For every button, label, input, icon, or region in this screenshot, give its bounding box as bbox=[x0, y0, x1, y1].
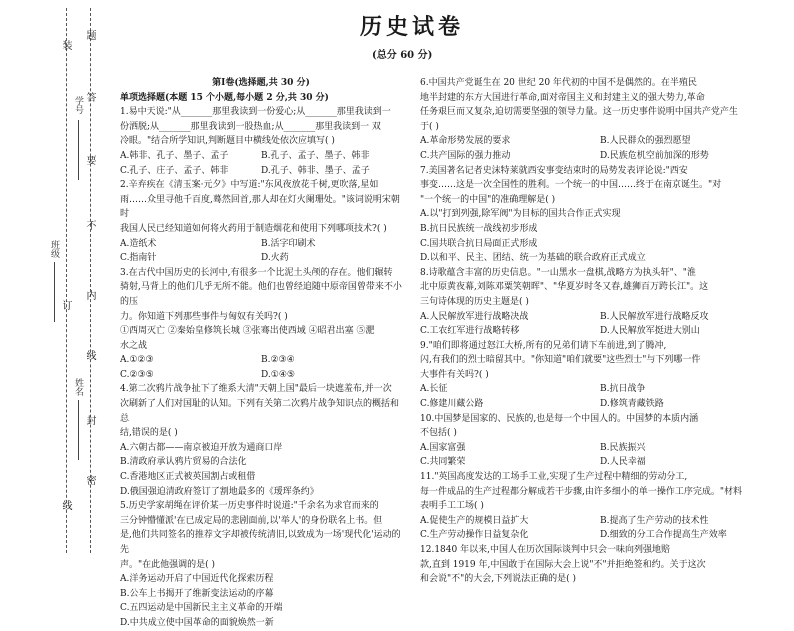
question-text: 4.第二次鸦片战争扯下了维系大清"天朝上国"最后一块遮羞布,并一次 bbox=[120, 384, 392, 395]
question-text: 事变……这是一次全国性的胜利。一个统一的中国……终于在南京诞生。"对 bbox=[420, 180, 722, 191]
question-text: 5.历史学家胡绳在评价某一历史事件时说道:"千余名为求官而来的 bbox=[120, 501, 379, 512]
option[interactable]: A.洋务运动开启了中国近代化探索历程 bbox=[120, 574, 274, 585]
option[interactable]: D.孔子、韩非、墨子、孟子 bbox=[261, 165, 370, 176]
question-text: "一个统一的中国"的准确理解是( ) bbox=[420, 194, 556, 205]
question-text: 北中原黄夜幕,刘陈邓粟笑朝晖"、"华夏岁时冬又春,雄狮百万跨长江"。这 bbox=[420, 282, 709, 293]
question-text: 水之战 bbox=[120, 340, 148, 351]
option[interactable]: D.火药 bbox=[261, 253, 289, 264]
section-title: 第Ⅰ卷(选择题,共 30 分) bbox=[212, 78, 310, 88]
option[interactable]: B.提高了生产劳动的技术性 bbox=[600, 515, 709, 526]
option[interactable]: C.②③⑤ bbox=[120, 369, 154, 380]
question-text: 三分钟懵懂派'在已成定局的悲剧面前,以'举人'的身份联名上书。但 bbox=[120, 515, 383, 526]
option[interactable]: C.指南针 bbox=[120, 253, 157, 264]
question-text: 表明手工工场( ) bbox=[420, 501, 484, 512]
option[interactable]: B.抗日民族统一战线初步形成 bbox=[420, 223, 538, 234]
question-text: 3.在古代中国历史的长河中,有很多一个比泥土头颅的存在。他们辗转 bbox=[120, 267, 393, 278]
options bbox=[120, 353, 402, 382]
student-id-label: 学号 bbox=[73, 96, 83, 114]
margin-char: 封 bbox=[84, 415, 95, 426]
option[interactable]: C.生产劳动操作日益复杂化 bbox=[420, 530, 529, 541]
option[interactable]: A.长征 bbox=[420, 384, 448, 395]
question-text: 和会说"不"的大会,下列说法正确的是( ) bbox=[420, 574, 577, 585]
question-text: 6.中国共产党诞生在 20 世纪 20 年代初的中国不是偶然的。在半殖民 bbox=[420, 78, 697, 88]
option[interactable]: C.香港地区正式被英国割占或租借 bbox=[120, 472, 256, 483]
question-text: 份洒脱;从_______那里我读到一股热血;从_______那里我读到一 双 bbox=[120, 121, 381, 132]
options bbox=[120, 149, 402, 178]
right-column bbox=[420, 76, 780, 587]
options bbox=[420, 382, 780, 411]
option[interactable]: D.以和平、民主、团结、统一为基础的联合政府正式成立 bbox=[420, 253, 646, 264]
question-text: 声。"在此他强调的是( ) bbox=[120, 559, 216, 570]
question-text: 是,他们共同签名的推荐文字却被传统清旧,以致成为一场'现代化'运动的先 bbox=[120, 530, 401, 555]
question-text: 三句诗体现的历史主题是( ) bbox=[420, 296, 529, 307]
seal-line-inner bbox=[66, 8, 67, 553]
margin-char: 答 bbox=[84, 92, 95, 103]
left-column bbox=[120, 76, 402, 631]
option[interactable]: C.工农红军进行战略转移 bbox=[420, 326, 520, 337]
option[interactable]: C.共产国际的强力推动 bbox=[420, 150, 511, 161]
option[interactable]: C.孔子、庄子、孟子、韩非 bbox=[120, 165, 229, 176]
student-id-blank[interactable] bbox=[78, 120, 79, 180]
question-text: 地半封建的东方大国进行革命,面对帝国主义和封建主义的强大势力,革命 bbox=[420, 92, 705, 103]
question-text: 闪,有我们的烈士暗留其中。"你知道"咱们就要"这些烈士"与下列哪一件 bbox=[420, 355, 701, 366]
question-text: 冷眼。"结合所学知识,判断题目中横线处依次应填写( ) bbox=[120, 136, 335, 147]
option[interactable]: B.②③④ bbox=[261, 355, 295, 366]
total-score: (总分 60 分) bbox=[372, 50, 433, 61]
option[interactable]: D.中共成立使中国革命的面貌焕然一新 bbox=[120, 617, 274, 628]
margin-char: 内 bbox=[84, 290, 95, 301]
question-text: ①西周灭亡 ②秦始皇修筑长城 ③张骞出使西域 ④昭君出塞 ⑤淝 bbox=[120, 326, 375, 337]
question-text: 于( ) bbox=[420, 121, 439, 132]
question-text: 9."咱们即将通过怒江大桥,所有的兄弟们请下车前进,到了腾冲, bbox=[420, 340, 667, 351]
question-text: 款,直到 1919 年,中国敢于在国际大会上说"不"并拒绝签和约。关于这次 bbox=[420, 559, 706, 570]
question-text: 11."英国高度发达的工场手工业,实现了生产过程中精细的劳动分工, bbox=[420, 472, 688, 483]
question-text: 大事件有关吗?( ) bbox=[420, 369, 489, 380]
option[interactable]: D.俄国强迫清政府签订了割地最多的《瑷珲条约》 bbox=[120, 486, 319, 497]
question-text: 结,错误的是( ) bbox=[120, 428, 178, 439]
margin-char: 题 bbox=[84, 30, 95, 41]
options bbox=[420, 441, 780, 470]
question-text: 2.辛弃疾在《清玉案·元夕》中写道:"东风夜放花千树,更吹落,星如 bbox=[120, 180, 379, 191]
section-instruction: 单项选择题(本题 15 个小题,每小题 2 分,共 30 分) bbox=[120, 92, 329, 103]
binding-marker: 线 bbox=[60, 500, 71, 511]
question-text: 7.美国著名记者史沫特莱就西安事变结束时的局势发表评论说:"西安 bbox=[420, 165, 688, 176]
margin-char: 密 bbox=[84, 475, 95, 486]
option[interactable]: A.促使生产的规模日益扩大 bbox=[420, 515, 529, 526]
option[interactable]: A.以"打到列强,除军阀"为目标的国共合作正式实现 bbox=[420, 209, 621, 220]
question-text: 任务艰巨而又复杂,迫切需要坚强的领导力量。这一历史事件说明中国共产党产生 bbox=[420, 107, 738, 118]
option[interactable]: C.五四运动是中国新民主主义革命的开端 bbox=[120, 603, 283, 614]
question-text: 骑射,马背上的他们几乎无所不能。他们也曾经追随中原帝国曾带来不小的压 bbox=[120, 282, 402, 307]
binding-marker: 订 bbox=[60, 300, 71, 311]
margin-char: 不 bbox=[84, 220, 95, 231]
question-text: 8.诗歌蕴含丰富的历史信息。"一山黑水一盘棋,战略方为执头轩"、"淮 bbox=[420, 267, 696, 278]
option[interactable]: B.人民解放军进行战略反攻 bbox=[600, 311, 709, 322]
option[interactable]: D.民族危机空前加深的形势 bbox=[600, 150, 709, 161]
binding-marker: 装 bbox=[60, 40, 71, 51]
option[interactable]: D.细致的分工合作提高生产效率 bbox=[600, 530, 727, 541]
name-blank[interactable] bbox=[78, 400, 79, 460]
question-text: 次刷新了人们对国耻的认知。下列有关第二次鸦片战争知识点的概括和总 bbox=[120, 399, 400, 424]
option[interactable]: B.抗日战争 bbox=[600, 384, 646, 395]
option[interactable]: B.清政府承认鸦片贸易的合法化 bbox=[120, 457, 247, 468]
question-text: 1.易中天说:"从_______那里我读到一份爱心;从_______那里我读到一 bbox=[120, 107, 391, 118]
question-text: 我国人民已经知道如何将火药用于制造烟花和使用下列哪项技术?( ) bbox=[120, 223, 387, 234]
margin-char: 要 bbox=[84, 155, 95, 166]
options bbox=[420, 134, 780, 163]
option[interactable]: A.韩非、孔子、墨子、孟子 bbox=[120, 150, 229, 161]
option[interactable]: B.孔子、孟子、墨子、韩非 bbox=[261, 150, 370, 161]
option[interactable]: C.修建川藏公路 bbox=[420, 399, 484, 410]
margin-char: 线 bbox=[84, 350, 95, 361]
option[interactable]: A.六朝古都——南京被迫开放为通商口岸 bbox=[120, 442, 283, 453]
question-text: 不包括( ) bbox=[420, 428, 457, 439]
option[interactable]: D.①④⑤ bbox=[261, 369, 295, 380]
option[interactable]: B.公车上书揭开了维新变法运动的序幕 bbox=[120, 588, 274, 599]
name-label: 姓名 bbox=[73, 378, 83, 396]
option[interactable]: B.人民群众的强烈愿望 bbox=[600, 136, 691, 147]
option[interactable]: D.人民幸福 bbox=[600, 457, 646, 468]
question-text: 12.1840 年以来,中国人在历次国际谈判中只会一味向列强地赔 bbox=[420, 545, 670, 555]
class-label: 班级 bbox=[49, 240, 59, 258]
question-text: 力。你知道下列那些事件与匈奴有关吗?( ) bbox=[120, 311, 288, 322]
option[interactable]: B.民族振兴 bbox=[600, 442, 646, 453]
option[interactable]: D.人民解放军挺进大别山 bbox=[600, 326, 700, 337]
options bbox=[420, 310, 780, 339]
option[interactable]: A.①②③ bbox=[120, 355, 154, 366]
option[interactable]: A.人民解放军进行战略决战 bbox=[420, 311, 529, 322]
options bbox=[420, 514, 780, 543]
seal-line bbox=[90, 8, 91, 553]
exam-title: 历史试卷 bbox=[360, 14, 465, 40]
option[interactable]: B.活字印刷术 bbox=[261, 238, 316, 249]
binding-margin bbox=[0, 0, 100, 561]
options bbox=[120, 237, 402, 266]
question-text: 每一件成品的生产过程都分解成若干步骤,由许多细小的单一操作工序完成。"材料 bbox=[420, 486, 743, 497]
question-text: 10.中国梦是国家的、民族的,也是每一个中国人的。中国梦的本质内涵 bbox=[420, 413, 699, 424]
question-text: 雨……众里寻他千百度,蓦然回首,那人却在灯火阑珊处。"该词说明宋朝时 bbox=[120, 194, 400, 220]
option[interactable]: A.革命形势发展的要求 bbox=[420, 136, 511, 147]
option[interactable]: C.国共联合抗日局面正式形成 bbox=[420, 238, 538, 249]
option[interactable]: D.修筑青藏铁路 bbox=[600, 399, 664, 410]
option[interactable]: A.造纸术 bbox=[120, 238, 157, 249]
option[interactable]: C.共同繁荣 bbox=[420, 457, 466, 468]
class-blank[interactable] bbox=[54, 262, 55, 322]
option[interactable]: A.国家富强 bbox=[420, 442, 466, 453]
